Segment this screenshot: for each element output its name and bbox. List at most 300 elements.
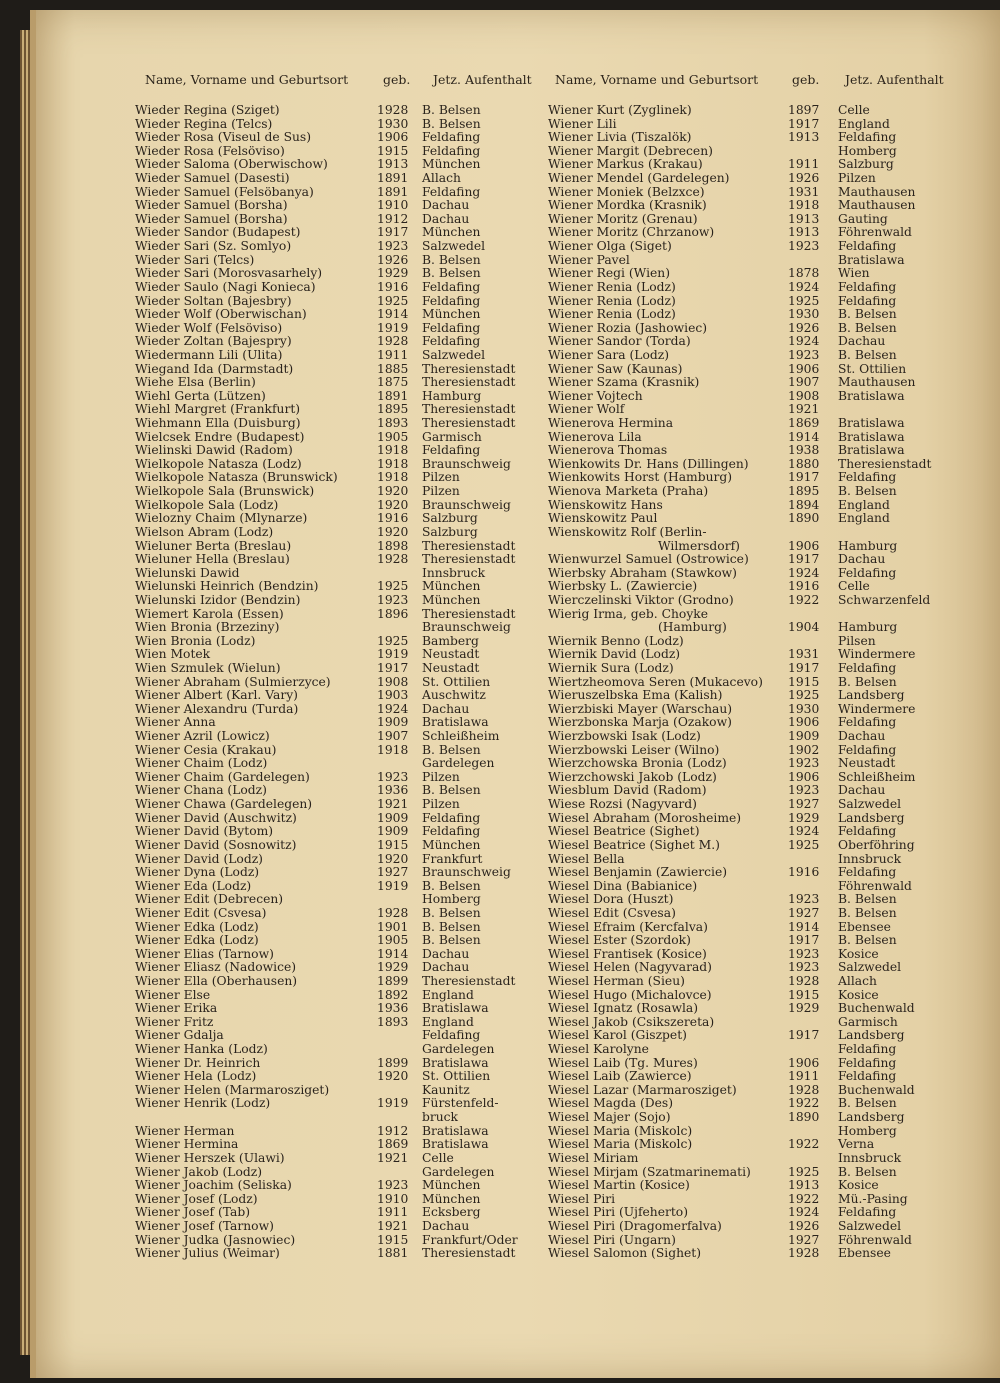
entry-residence: Feldafing	[838, 470, 897, 485]
list-item	[135, 1043, 535, 1057]
entry-name: Wierzbowski Leiser (Wilno)	[548, 742, 720, 757]
list-item	[135, 540, 535, 554]
entry-residence: München	[422, 157, 481, 172]
entry-residence: Neustadt	[838, 756, 896, 771]
entry-residence: Wien	[838, 266, 870, 281]
entry-birth-year: 1898	[377, 538, 409, 553]
entry-birth-year: 1890	[788, 1110, 820, 1125]
list-item	[548, 608, 968, 622]
entry-birth-year: 1929	[788, 1001, 820, 1016]
entry-residence: Theresienstadt	[422, 1246, 516, 1261]
entry-birth-year: 1925	[377, 633, 409, 648]
entry-residence: Theresienstadt	[422, 375, 516, 390]
entry-name: Wiesel Maria (Miskolc)	[548, 1137, 693, 1152]
entry-birth-year: 1938	[788, 443, 820, 458]
entry-name: Wiehl Gerta (Lützen)	[135, 388, 266, 403]
list-item	[548, 662, 968, 676]
entry-name: Wiener Elias (Tarnow)	[135, 946, 274, 961]
entry-birth-year: 1923	[788, 946, 820, 961]
list-item	[548, 267, 968, 281]
entry-name: Wiener Mendel (Gardelegen)	[548, 171, 730, 186]
list-item	[548, 104, 968, 118]
entry-residence: Feldafing	[422, 184, 481, 199]
list-item	[135, 866, 535, 880]
entry-residence: England	[838, 511, 890, 526]
list-item	[548, 1234, 968, 1248]
entry-birth-year: 1928	[788, 1246, 820, 1261]
list-item	[135, 199, 535, 213]
entry-birth-year: 1901	[377, 919, 409, 934]
entry-name: Wiesel Karol (Giszpet)	[548, 1028, 687, 1043]
entry-name: Wiener Jakob (Lodz)	[135, 1164, 263, 1179]
entry-residence: Feldafing	[422, 293, 481, 308]
list-item	[548, 880, 968, 894]
entry-birth-year: 1913	[377, 157, 409, 172]
entry-birth-year: 1913	[788, 1178, 820, 1193]
entry-birth-year: 1921	[377, 1150, 409, 1165]
list-item	[135, 158, 535, 172]
entry-residence: Mauthausen	[838, 375, 916, 390]
list-item	[548, 648, 968, 662]
entry-residence: B. Belsen	[422, 266, 481, 281]
entry-name: Wieder Regina (Sziget)	[135, 103, 280, 117]
entry-birth-year: 1936	[377, 783, 409, 798]
list-item	[548, 458, 968, 472]
entry-birth-year: 1906	[788, 769, 820, 784]
entry-residence: Theresienstadt	[422, 974, 516, 988]
entry-name: Wieder Sari (Morosvasarhely)	[135, 266, 323, 281]
list-item	[135, 145, 535, 159]
entry-name: Wiener Vojtech	[548, 388, 643, 403]
entry-birth-year: 1913	[788, 225, 820, 240]
list-item	[548, 567, 968, 581]
entry-name: Wiesel Herman (Sieu)	[548, 974, 685, 988]
entry-residence: Hamburg	[422, 388, 482, 403]
entry-birth-year: 1919	[377, 1096, 409, 1111]
list-item	[135, 186, 535, 200]
list-item	[135, 322, 535, 336]
entry-birth-year: 1917	[788, 116, 820, 131]
entry-birth-year: 1918	[788, 198, 820, 213]
entry-residence: Bamberg	[422, 633, 479, 648]
entry-birth-year: 1919	[377, 878, 409, 893]
list-item	[548, 580, 968, 594]
list-item	[135, 1247, 535, 1261]
left-header-place: Jetz. Aufenthalt	[433, 72, 532, 87]
list-item	[548, 744, 968, 758]
entry-residence: Feldafing	[838, 824, 897, 839]
entry-residence: Theresienstadt	[422, 416, 516, 431]
entry-birth-year: 1892	[377, 987, 409, 1002]
list-item	[548, 417, 968, 431]
entry-birth-year: 1920	[377, 1069, 409, 1084]
entry-residence: Salzwedel	[838, 960, 902, 975]
list-item	[548, 485, 968, 499]
entry-name: Wiesel Lazar (Marmarosziget)	[548, 1082, 737, 1097]
entry-name: Wiener Josef (Lodz)	[135, 1191, 258, 1206]
list-item	[135, 172, 535, 186]
entry-birth-year: 1924	[788, 334, 820, 349]
entry-birth-year: 1926	[788, 320, 820, 335]
entry-residence: Celle	[838, 103, 870, 117]
entry-birth-year: 1918	[377, 443, 409, 458]
entry-birth-year: 1928	[377, 334, 409, 349]
entry-name: Wieder Rosa (Felsöviso)	[135, 143, 285, 158]
list-item	[548, 512, 968, 526]
entry-residence: Feldafing	[422, 824, 481, 839]
entry-birth-year: 1928	[377, 552, 409, 567]
entry-name: Wiener Moritz (Grenau)	[548, 211, 698, 226]
entry-name: Wiernik David (Lodz)	[548, 647, 681, 662]
entry-name: Wiesel Magda (Des)	[548, 1096, 674, 1111]
entry-name: Wiener Chawa (Gardelegen)	[135, 797, 313, 812]
entry-name: Wiesel Piri (Ungarn)	[548, 1232, 676, 1247]
entry-birth-year: 1928	[788, 974, 820, 988]
entry-name: Wieder Zoltan (Bajespry)	[135, 334, 292, 349]
entry-name: Wien Bronia (Lodz)	[135, 633, 256, 648]
entry-birth-year: 1912	[377, 1123, 409, 1138]
entry-name: Wiener Moritz (Chrzanow)	[548, 225, 715, 240]
list-item	[548, 961, 968, 975]
entry-residence: Verna	[838, 1137, 875, 1152]
list-item	[548, 730, 968, 744]
entry-name: Wiener Eliasz (Nadowice)	[135, 960, 297, 975]
list-item	[548, 540, 968, 554]
list-item	[548, 1247, 968, 1261]
list-item	[135, 240, 535, 254]
entry-name: Wiener Hela (Lodz)	[135, 1069, 257, 1084]
entry-name: Wiener Wolf	[548, 402, 625, 417]
entry-birth-year: 1915	[788, 987, 820, 1002]
entry-residence: Braunschweig	[422, 620, 511, 635]
entry-residence: Neustadt	[422, 660, 480, 675]
entry-birth-year: 1913	[788, 211, 820, 226]
entry-residence: Ecksberg	[422, 1205, 481, 1220]
list-item	[135, 1057, 535, 1071]
entry-residence: Buchenwald	[838, 1001, 915, 1016]
entry-birth-year: 1907	[788, 375, 820, 390]
entry-birth-year: 1925	[377, 579, 409, 594]
list-item	[135, 1179, 535, 1193]
list-item	[135, 662, 535, 676]
list-item	[135, 580, 535, 594]
entry-residence: Bratislawa	[838, 443, 905, 458]
entry-name: Wiener Erika	[135, 1001, 218, 1016]
entry-residence: Landsberg	[838, 1110, 905, 1125]
entry-residence: Theresienstadt	[422, 606, 516, 621]
entry-name: Wiesel Piri	[548, 1191, 616, 1206]
entry-residence: Föhrenwald	[838, 225, 912, 240]
entry-birth-year: 1930	[788, 307, 820, 322]
entry-birth-year: 1906	[788, 715, 820, 730]
entry-name: Wiesel Abraham (Morosheime)	[548, 810, 742, 825]
entry-birth-year: 1903	[377, 688, 409, 703]
entry-name: Wierzbiski Mayer (Warschau)	[548, 701, 733, 716]
entry-birth-year: 1931	[788, 647, 820, 662]
list-item	[548, 322, 968, 336]
entry-residence: Feldafing	[838, 1042, 897, 1057]
entry-residence: Schleißheim	[838, 769, 916, 784]
entry-name: Wien Motek	[135, 647, 211, 662]
entry-residence: Bratislawa	[838, 252, 905, 267]
list-item	[548, 635, 968, 649]
entry-name: Wiesel Bella	[548, 851, 625, 866]
entry-birth-year: 1916	[788, 579, 820, 594]
entry-birth-year: 1923	[377, 769, 409, 784]
list-item	[548, 1179, 968, 1193]
entry-birth-year: 1926	[788, 171, 820, 186]
entry-birth-year: 1924	[788, 824, 820, 839]
entry-birth-year: 1921	[788, 402, 820, 417]
entry-residence: Feldafing	[838, 239, 897, 254]
entry-residence: Oberföhring	[838, 837, 915, 852]
entry-name: Wiesel Helen (Nagyvarad)	[548, 960, 712, 975]
entry-residence: Pilzen	[422, 769, 460, 784]
entry-birth-year: 1911	[788, 1069, 820, 1084]
list-item	[135, 281, 535, 295]
entry-residence: Landsberg	[838, 1028, 905, 1043]
entry-birth-year: 1930	[788, 701, 820, 716]
entry-residence: Landsberg	[838, 810, 905, 825]
entry-residence: Kosice	[838, 946, 879, 961]
list-item	[548, 158, 968, 172]
list-item	[548, 921, 968, 935]
entry-birth-year: 1893	[377, 416, 409, 431]
entry-residence: Dachau	[422, 701, 470, 716]
entry-birth-year: 1928	[788, 1082, 820, 1097]
entry-residence: München	[422, 837, 481, 852]
entry-residence: Hamburg	[838, 620, 898, 635]
entry-name: Wiesel Benjamin (Zawiercie)	[548, 865, 728, 880]
entry-residence: Feldafing	[838, 1205, 897, 1220]
list-item	[135, 335, 535, 349]
list-item	[135, 485, 535, 499]
list-item	[135, 1097, 535, 1111]
entry-birth-year: 1899	[377, 1055, 409, 1070]
entry-name: Wiesel Mirjam (Szatmarinemati)	[548, 1164, 751, 1179]
entry-residence: Garmisch	[838, 1014, 898, 1029]
entry-residence: England	[422, 987, 474, 1002]
entry-residence: Föhrenwald	[838, 878, 912, 893]
entry-name: Wiener Dyna (Lodz)	[135, 865, 260, 880]
entry-name: Wiener Renia (Lodz)	[548, 279, 676, 294]
entry-name: Wiesblum David (Radom)	[548, 783, 707, 798]
entry-residence: Feldafing	[422, 279, 481, 294]
list-item	[135, 757, 535, 771]
entry-name: Wiehl Margret (Frankfurt)	[135, 402, 301, 417]
list-item	[135, 1125, 535, 1139]
entry-residence: Feldafing	[422, 130, 481, 145]
list-item	[548, 1070, 968, 1084]
entry-name: Wiedermann Lili (Ulita)	[135, 347, 283, 362]
list-item	[548, 376, 968, 390]
list-item	[135, 594, 535, 608]
entry-name: Wiertzheomova Seren (Mukacevo)	[548, 674, 763, 689]
list-item	[135, 267, 535, 281]
entry-birth-year: 1930	[377, 116, 409, 131]
entry-birth-year: 1924	[377, 701, 409, 716]
entry-birth-year: 1913	[788, 130, 820, 145]
entry-birth-year: 1923	[788, 756, 820, 771]
list-item	[135, 417, 535, 431]
list-item	[135, 1016, 535, 1030]
entry-name: Wieder Sari (Telcs)	[135, 252, 255, 267]
entry-residence: B. Belsen	[422, 252, 481, 267]
entry-residence: Pilzen	[422, 797, 460, 812]
entry-birth-year: 1923	[788, 892, 820, 907]
list-item	[135, 444, 535, 458]
list-item	[135, 226, 535, 240]
entry-name: Wiener Hermina	[135, 1137, 239, 1152]
list-item	[135, 825, 535, 839]
entry-name: Wiener Helen (Marmarosziget)	[135, 1082, 330, 1097]
entry-name: Wiener Judka (Jasnowiec)	[135, 1232, 296, 1247]
entry-residence: Bratislawa	[422, 715, 489, 730]
list-item	[548, 1152, 968, 1166]
entry-name: Wiesel Maria (Miskolc)	[548, 1123, 693, 1138]
entry-name: Wien Szmulek (Wielun)	[135, 660, 281, 675]
entry-residence: Bratislawa	[422, 1055, 489, 1070]
entry-residence: Feldafing	[838, 130, 897, 145]
entry-residence: Bratislawa	[838, 388, 905, 403]
entry-name: Wierzchowska Bronia (Lodz)	[548, 756, 727, 771]
entry-birth-year: 1923	[788, 960, 820, 975]
list-item	[548, 1166, 968, 1180]
entry-residence: Theresienstadt	[422, 361, 516, 376]
list-item	[548, 471, 968, 485]
entry-name: Wierczelinski Viktor (Grodno)	[548, 592, 734, 607]
entry-birth-year: 1904	[788, 620, 820, 635]
entry-birth-year: 1917	[377, 660, 409, 675]
entry-name: Wiener Anna	[135, 715, 216, 730]
list-item	[135, 648, 535, 662]
entry-name: Wieder Sari (Sz. Somlyo)	[135, 239, 292, 254]
entry-name: Wielkopole Natasza (Brunswick)	[135, 470, 338, 485]
entry-birth-year: 1919	[377, 647, 409, 662]
entry-birth-year: 1906	[788, 1055, 820, 1070]
entry-birth-year: 1890	[788, 511, 820, 526]
list-item	[548, 1206, 968, 1220]
list-item	[135, 1220, 535, 1234]
list-item	[548, 825, 968, 839]
list-item	[548, 186, 968, 200]
list-item	[135, 812, 535, 826]
entry-residence: Feldafing	[838, 865, 897, 880]
entry-name: Wiehmann Ella (Duisburg)	[135, 416, 301, 431]
list-item	[135, 1234, 535, 1248]
list-item	[548, 1125, 968, 1139]
entry-name: Wieder Rosa (Viseul de Sus)	[135, 130, 312, 145]
entry-name: Wiemert Karola (Essen)	[135, 606, 284, 621]
entry-residence: Celle	[422, 1150, 454, 1165]
entry-birth-year: 1929	[377, 960, 409, 975]
entry-residence: Gauting	[838, 211, 888, 226]
entry-residence: Feldafing	[838, 742, 897, 757]
entry-birth-year: 1914	[377, 307, 409, 322]
entry-birth-year: 1902	[788, 742, 820, 757]
list-item	[135, 118, 535, 132]
entry-name: Wieluner Berta (Breslau)	[135, 538, 292, 553]
entry-residence: Innsbruck	[838, 1150, 902, 1165]
entry-name: Wiener Henrik (Lodz)	[135, 1096, 271, 1111]
entry-birth-year: 1922	[788, 1191, 820, 1206]
list-item	[548, 1002, 968, 1016]
list-item	[135, 254, 535, 268]
entry-birth-year: 1906	[788, 361, 820, 376]
entry-name: Wienerova Lila	[548, 429, 642, 444]
entry-residence: Feldafing	[422, 334, 481, 349]
list-item	[548, 689, 968, 703]
entry-residence: Salzburg	[422, 524, 478, 539]
entry-birth-year: 1928	[377, 103, 409, 117]
entry-residence: Hamburg	[838, 538, 898, 553]
entry-birth-year: 1905	[377, 429, 409, 444]
entry-residence: Feldafing	[422, 143, 481, 158]
entry-birth-year: 1918	[377, 456, 409, 471]
entry-residence: Feldafing	[838, 1069, 897, 1084]
entry-name: Wiesel Jakob (Csikszereta)	[548, 1014, 715, 1029]
entry-name: Wieruszelbska Ema (Kalish)	[548, 688, 723, 703]
entry-name: Wiener Renia (Lodz)	[548, 307, 676, 322]
list-item	[548, 199, 968, 213]
list-item	[135, 431, 535, 445]
entry-birth-year: 1924	[788, 1205, 820, 1220]
list-item	[548, 308, 968, 322]
entry-name: Wieder Saloma (Oberwischow)	[135, 157, 328, 172]
list-item	[135, 893, 535, 907]
entry-birth-year: 1869	[377, 1137, 409, 1152]
list-item	[135, 349, 535, 363]
entry-residence: Garmisch	[422, 429, 482, 444]
entry-name: Wielkopole Sala (Brunswick)	[135, 484, 315, 499]
entry-residence: Innsbruck	[422, 565, 486, 580]
entry-birth-year: 1917	[788, 933, 820, 948]
entry-residence: Mauthausen	[838, 198, 916, 213]
entry-birth-year: 1896	[377, 606, 409, 621]
entry-name: Wiener Ella (Oberhausen)	[135, 974, 298, 988]
entry-residence: Homberg	[422, 892, 481, 907]
entry-birth-year: 1885	[377, 361, 409, 376]
entry-residence: Dachau	[422, 946, 470, 961]
entry-name: Wiesel Piri (Ujfeherto)	[548, 1205, 689, 1220]
entry-name: Wiener Markus (Krakau)	[548, 157, 703, 172]
entry-birth-year: 1891	[377, 388, 409, 403]
entry-birth-year: 1918	[377, 742, 409, 757]
list-item	[135, 526, 535, 540]
entry-residence: England	[838, 497, 890, 512]
entry-residence: Pilzen	[422, 470, 460, 485]
entry-birth-year: 1880	[788, 456, 820, 471]
entry-residence: Dachau	[422, 198, 470, 213]
entry-name: Wiener Margit (Debrecen)	[548, 143, 713, 158]
entry-birth-year: 1920	[377, 484, 409, 499]
list-item	[135, 1029, 535, 1043]
entry-birth-year: 1922	[788, 592, 820, 607]
list-item	[135, 1070, 535, 1084]
entry-name: Wienskowitz Rolf (Berlin-	[548, 524, 707, 539]
entry-name: Wiener Mordka (Krasnik)	[548, 198, 707, 213]
entry-name: Wienerova Thomas	[548, 443, 668, 458]
entry-residence: Kosice	[838, 987, 879, 1002]
entry-name: Wiener Herman	[135, 1123, 235, 1138]
entry-name: Wielinski Dawid (Radom)	[135, 443, 293, 458]
entry-birth-year: 1922	[788, 1096, 820, 1111]
entry-name: Wiener Regi (Wien)	[548, 266, 671, 281]
entry-residence: Braunschweig	[422, 456, 511, 471]
entry-name: Wilmersdorf)	[658, 538, 740, 553]
entry-residence: Frankfurt/Oder	[422, 1232, 518, 1247]
list-item	[548, 240, 968, 254]
